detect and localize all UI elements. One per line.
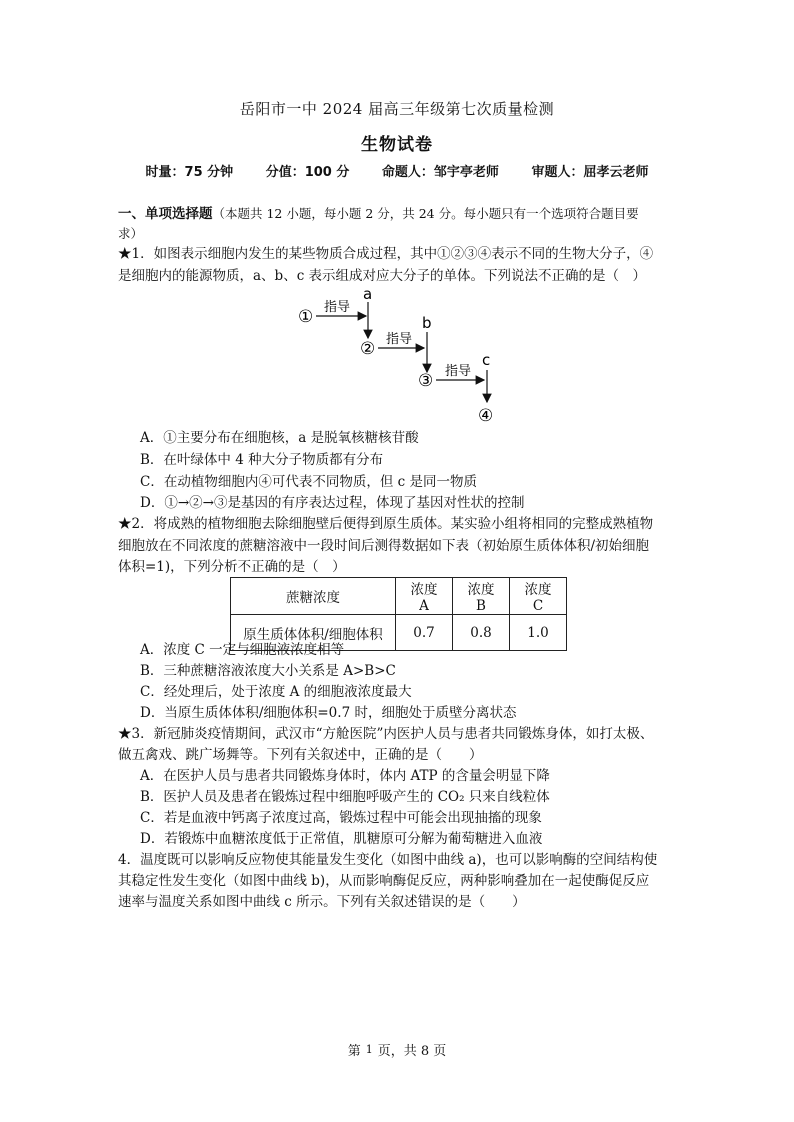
- section-note: （本题共 12 小题，每小题 2 分，共 24 分。每小题只有一个选项符合题目要: [212, 206, 639, 221]
- q2-stem-line1: ★2．将成熟的植物细胞去除细胞壁后便得到原生质体。某实验小组将相同的完整成熟植物: [118, 516, 654, 532]
- arrow-label-3: 指导: [445, 364, 472, 379]
- q3-option-a: A．在医护人员与患者共同锻炼身体时，体内 ATP 的含量会明显下降: [140, 768, 550, 784]
- exam-time: 时量：75 分钟: [145, 165, 234, 180]
- q3-option-c: C．若是血液中钙离子浓度过高，锻炼过程中可能会出现抽搐的现象: [140, 810, 542, 826]
- table-header-cell: 浓度 A: [396, 578, 453, 615]
- q1-stem-line2: 是细胞内的能源物质，a、b、c 表示组成对应大分子的单体。下列说法不正确的是（ ）: [118, 268, 647, 284]
- q2-stem-line3: 体积=1)，下列分析不正确的是（ ）: [118, 559, 346, 575]
- q3-stem-line2: 做五禽戏、跳广场舞等。下列有关叙述中，正确的是（ ）: [118, 747, 483, 763]
- section-title: 一、单项选择题: [118, 206, 213, 222]
- footer-suffix: 页，共 8 页: [377, 1044, 447, 1059]
- footer-prefix: 第: [347, 1044, 361, 1059]
- monomer-a: a: [363, 285, 373, 303]
- node-1: ①: [298, 307, 314, 327]
- exam-meta: [0, 161, 794, 180]
- node-4: ④: [478, 406, 494, 426]
- q4-stem-line3: 速率与温度关系如图中曲线 c 所示。下列有关叙述错误的是（ ）: [118, 894, 526, 910]
- table-header-cell: 浓度 B: [453, 578, 510, 615]
- q1-option-c: C．在动植物细胞内④可代表不同物质，但 c 是同一物质: [140, 474, 477, 490]
- q1-option-b: B．在叶绿体中 4 种大分子物质都有分布: [140, 452, 384, 468]
- q2-option-d: D．当原生质体体积/细胞体积=0.7 时，细胞处于质壁分离状态: [140, 705, 517, 721]
- node-2: ②: [360, 339, 376, 359]
- q1-stem-line1: ★1．如图表示细胞内发生的某些物质合成过程，其中①②③④表示不同的生物大分子，④: [118, 246, 654, 262]
- q2-option-c: C．经处理后，处于浓度 A 的细胞液浓度最大: [140, 684, 412, 700]
- exam-score: 分值：100 分: [265, 165, 350, 180]
- q1-option-d: D．①→②→③是基因的有序表达过程，体现了基因对性状的控制: [140, 495, 525, 511]
- q1-synthesis-diagram: [290, 284, 510, 430]
- q2-option-a: A．浓度 C 一定与细胞液浓度相等: [140, 642, 345, 658]
- table-cell: 1.0: [510, 615, 567, 651]
- q1-option-a: A．①主要分布在细胞核，a 是脱氧核糖核苷酸: [140, 430, 419, 446]
- q2-option-b: B．三种蔗糖溶液浓度大小关系是 A>B>C: [140, 663, 396, 679]
- node-3: ③: [418, 371, 434, 391]
- exam-title: 岳阳市一中 2024 届高三年级第七次质量检测: [239, 100, 555, 118]
- table-header-row: [231, 578, 567, 615]
- table-cell: 原生质体体积/细胞体积: [231, 615, 396, 651]
- table-cell: 0.7: [396, 615, 453, 651]
- q3-option-d: D．若锻炼中血糖浓度低于正常值，肌糖原可分解为葡萄糖进入血液: [140, 831, 543, 847]
- arrow-label-2: 指导: [386, 332, 413, 347]
- q2-stem-line2: 细胞放在不同浓度的蔗糖溶液中一段时间后测得数据如下表（初始原生质体体积/初始细胞: [118, 538, 650, 554]
- monomer-b: b: [422, 314, 432, 332]
- table-header-cell: 浓度 C: [510, 578, 567, 615]
- section-heading: [118, 203, 678, 225]
- exam-reviewer: 审题人：屈孝云老师: [531, 165, 649, 180]
- exam-author: 命题人：邹宇亭老师: [381, 165, 499, 180]
- arrow-label-1: 指导: [324, 300, 351, 315]
- table-header-cell: 蔗糖浓度: [231, 578, 396, 615]
- q4-stem-line1: 4．温度既可以影响反应物使其能量发生变化（如图中曲线 a)，也可以影响酶的空间结构使: [118, 852, 658, 868]
- q4-stem-line2: 其稳定性发生变化（如图中曲线 b)，从而影响酶促反应，两种影响叠加在一起使酶促反应: [118, 873, 650, 889]
- monomer-c: c: [482, 351, 491, 369]
- footer-page-number: 1: [365, 1043, 373, 1056]
- q3-stem-line1: ★3．新冠肺炎疫情期间，武汉市“方舱医院”内医护人员与患者共同锻炼身体，如打太极、: [118, 726, 654, 742]
- q3-option-b: B．医护人员及患者在锻炼过程中细胞呼吸产生的 CO₂ 只来自线粒体: [140, 789, 550, 805]
- exam-subject: 生物试卷: [361, 135, 433, 155]
- page-footer: [0, 1040, 794, 1059]
- table-cell: 0.8: [453, 615, 510, 651]
- section-note-cont: 求）: [118, 226, 144, 241]
